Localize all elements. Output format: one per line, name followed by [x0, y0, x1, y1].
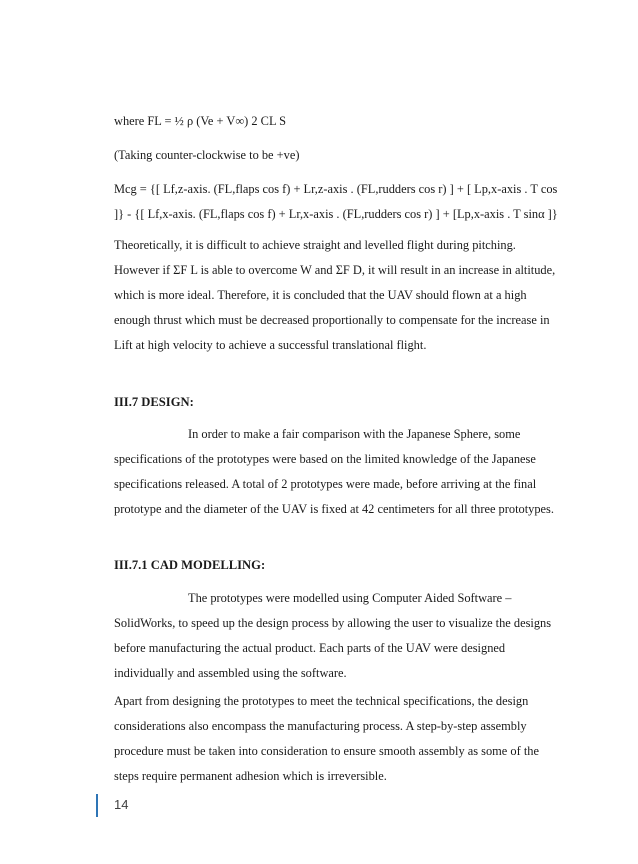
paragraph-line: considerations also encompass the manufacturing process. A step-by-step assembly — [114, 719, 527, 733]
paragraph-line: steps require permanent adhesion which is irreversible. — [114, 769, 387, 783]
theory-paragraph — [114, 233, 554, 358]
paragraph-line: Apart from designing the prototypes to meet the technical specifications, the design — [114, 694, 529, 708]
paragraph-line: Lift at high velocity to achieve a successful translational flight. — [114, 338, 427, 352]
paragraph-line: The prototypes were modelled using Computer Aided Software – — [188, 591, 512, 605]
paragraph-line: specifications of the prototypes were based on the limited knowledge of the Japanese — [114, 452, 536, 466]
paragraph-line: which is more ideal. Therefore, it is concluded that the UAV should flown at a high — [114, 288, 527, 302]
mcg-equation-line: ]} - {[ Lf,x-axis. (FL,flaps cos f) + Lr,x-axis . (FL,rudders cos r) ] + [Lp,x-axis . T sinα ]} — [114, 207, 558, 221]
paragraph-line: SolidWorks, to speed up the design process by allowing the user to visualize the designs — [114, 616, 552, 630]
cad-paragraph-2 — [114, 689, 554, 789]
paragraph-line: In order to make a fair comparison with the Japanese Sphere, some — [188, 427, 521, 441]
paragraph-line: However if ΣF L is able to overcome W and ΣF D, it will result in an increase in altitude, — [114, 263, 556, 277]
cad-heading: III.7.1 CAD MODELLING: — [114, 558, 266, 572]
sign-convention: (Taking counter-clockwise to be +ve) — [114, 148, 300, 162]
paragraph-line: before manufacturing the actual product. Each parts of the UAV were designed — [114, 641, 506, 655]
paragraph-line: individually and assembled using the software. — [114, 666, 347, 680]
design-paragraph — [114, 422, 554, 522]
design-heading: III.7 DESIGN: — [114, 395, 194, 409]
paragraph-line: procedure must be taken into consideration to ensure smooth assembly as some of the — [114, 744, 539, 758]
paragraph-line: enough thrust which must be decreased proportionally to compensate for the increase in — [114, 313, 550, 327]
cad-paragraph-1 — [114, 586, 554, 686]
fl-definition: where FL = ½ ρ (Ve + V∞) 2 CL S — [114, 114, 287, 128]
paragraph-line: specifications released. A total of 2 prototypes were made, before arriving at the final — [114, 477, 537, 491]
mcg-equation-line: Mcg = {[ Lf,z-axis. (FL,flaps cos f) + Lr,z-axis . (FL,rudders cos r) ] + [ Lp,x-axis . T cos — [114, 182, 558, 196]
page-number: 14 — [114, 797, 129, 812]
paragraph-line: prototype and the diameter of the UAV is fixed at 42 centimeters for all three prototypes. — [114, 502, 554, 516]
paragraph-line: Theoretically, it is difficult to achieve straight and levelled flight during pitching. — [114, 238, 516, 252]
footer-accent-bar — [96, 794, 98, 817]
mcg-equation — [114, 177, 558, 227]
